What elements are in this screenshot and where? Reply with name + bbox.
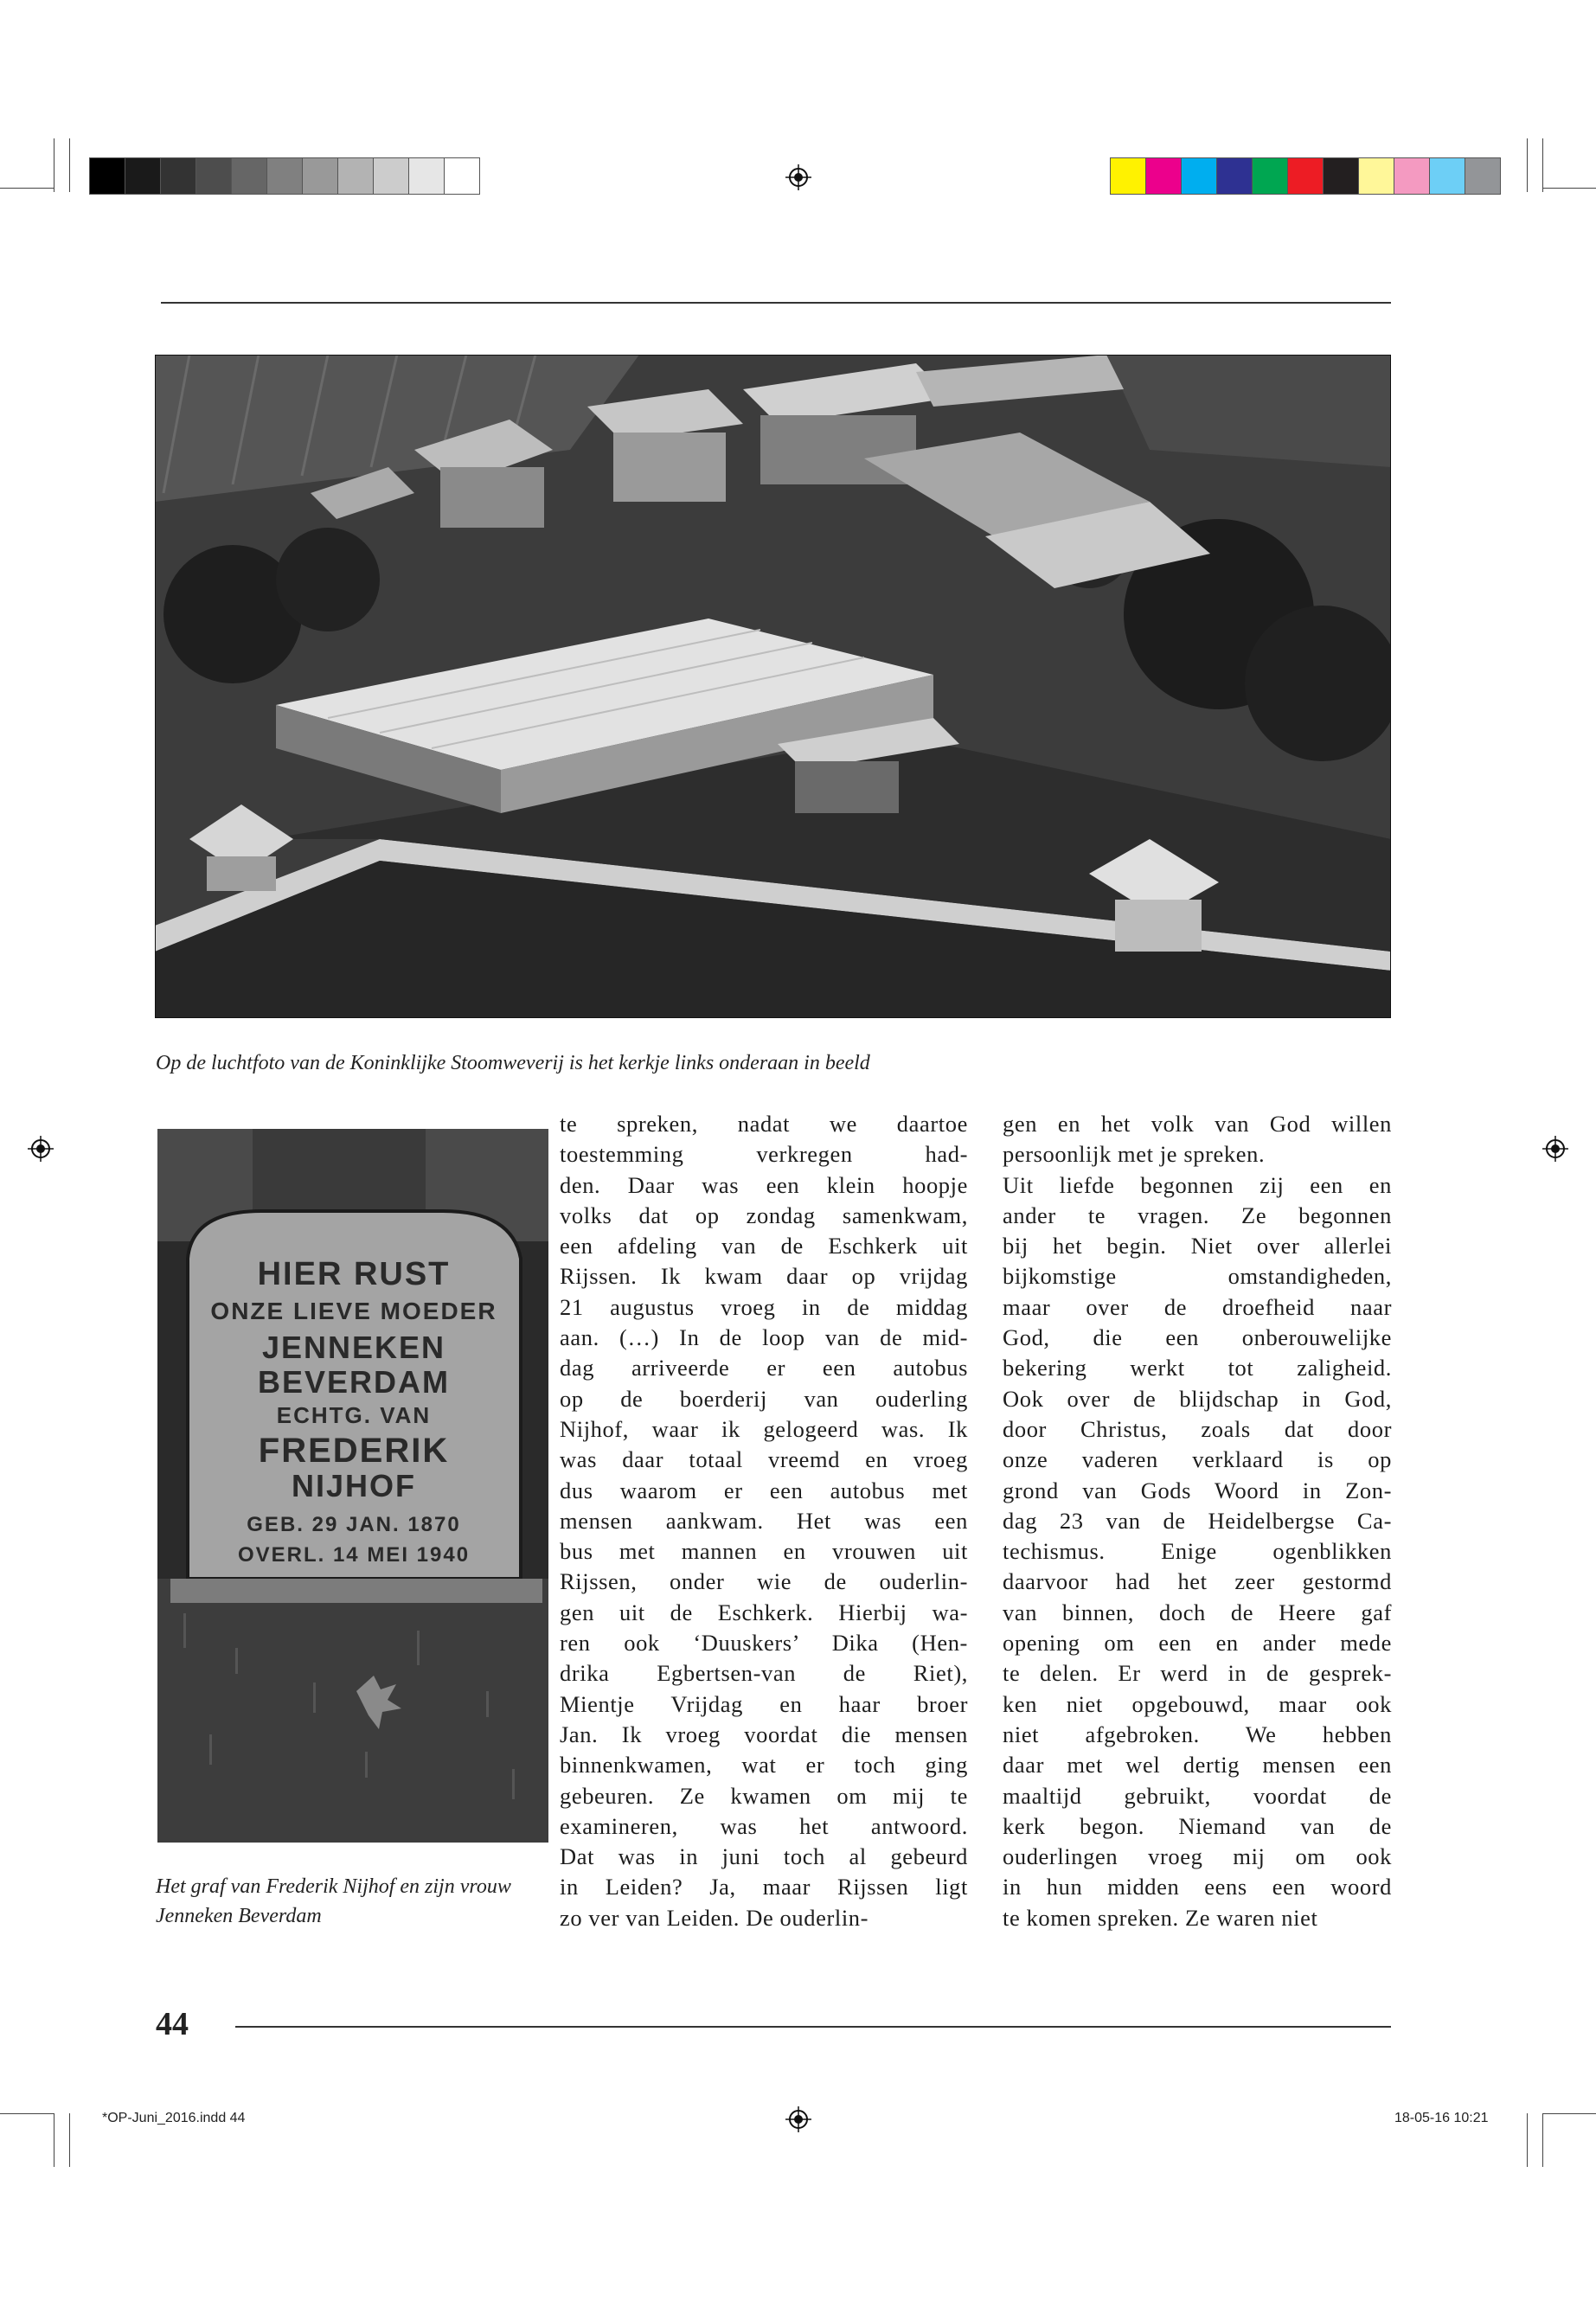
header-rule xyxy=(161,302,1391,304)
text-line: bekering werkt tot zaligheid. xyxy=(1003,1355,1392,1381)
text-line: examineren, was het antwoord. xyxy=(560,1812,968,1839)
text-line: in Leiden? Ja, maar Rijssen ligt xyxy=(560,1874,968,1900)
inscription-line: GEB. 29 JAN. 1870 xyxy=(247,1513,461,1536)
text-line: ouderlingen vroeg mij om ook xyxy=(1003,1843,1392,1870)
text-line: kerk begon. Niemand van de xyxy=(1003,1812,1392,1839)
text-line: Mientje Vrijdag en haar broer xyxy=(560,1690,968,1717)
article-column-right xyxy=(1003,1109,1392,1933)
text-line: binnenkwamen, wat er toch ging xyxy=(560,1752,968,1779)
text-line: den. Daar was een klein hoopje xyxy=(560,1171,968,1198)
text-line: maaltijd gebruikt, voordat de xyxy=(1003,1782,1392,1809)
gravestone-caption-line: Het graf van Frederik Nijhof en zijn vrouw xyxy=(156,1875,511,1898)
color-swatch xyxy=(1394,157,1430,195)
text-line: aan. (…) In de loop van de mid- xyxy=(560,1324,968,1351)
color-swatch xyxy=(444,157,480,195)
color-swatch xyxy=(1287,157,1324,195)
gravestone-photo xyxy=(157,1129,548,1843)
color-swatch xyxy=(160,157,196,195)
text-line: maar over de droefheid naar xyxy=(1003,1293,1392,1320)
color-swatch xyxy=(1465,157,1501,195)
text-line: Rijssen, onder wie de ouderlin- xyxy=(560,1568,968,1595)
color-swatch xyxy=(1216,157,1253,195)
inscription-line: NIJHOF xyxy=(291,1468,417,1503)
text-line: onze vaderen verklaard is op xyxy=(1003,1446,1392,1473)
color-swatch xyxy=(89,157,125,195)
text-line: dus waarom er een autobus met xyxy=(560,1477,968,1503)
text-line: Uit liefde begonnen zij een en xyxy=(1003,1171,1392,1198)
text-line: persoonlijk met je spreken. xyxy=(1003,1141,1266,1168)
text-line: mensen aankwam. Het was een xyxy=(560,1507,968,1534)
text-line: Jan. Ik vroeg voordat die mensen xyxy=(560,1721,968,1747)
text-line: daarvoor had het zeer gestormd xyxy=(1003,1568,1392,1595)
slug-timestamp: 18-05-16 10:21 xyxy=(1394,2111,1489,2125)
text-line: ken niet opgebouwd, maar ook xyxy=(1003,1690,1392,1717)
color-swatch xyxy=(1429,157,1465,195)
text-line: te spreken, nadat we daartoe xyxy=(560,1111,968,1137)
color-swatch xyxy=(125,157,161,195)
text-line: niet afgebroken. We hebben xyxy=(1003,1721,1392,1747)
text-line: Ook over de blijdschap in God, xyxy=(1003,1385,1392,1412)
text-line: bijkomstige omstandigheden, xyxy=(1003,1263,1392,1290)
inscription-line: BEVERDAM xyxy=(257,1364,451,1400)
text-line: gen en het volk van God willen xyxy=(1003,1111,1392,1137)
registration-mark-icon xyxy=(1542,1136,1568,1162)
text-line: ren ook ‘Duuskers’ Dika (Hen- xyxy=(560,1630,968,1657)
inscription-line: FREDERIK xyxy=(258,1432,450,1470)
text-line: in hun midden eens een woord xyxy=(1003,1874,1392,1900)
aerial-photo xyxy=(155,355,1391,1018)
color-swatch xyxy=(1252,157,1288,195)
registration-mark-icon xyxy=(785,2106,811,2132)
registration-mark-icon xyxy=(28,1136,54,1162)
text-line: drika Egbertsen-van de Riet), xyxy=(560,1660,968,1687)
text-line: van binnen, doch de Heere gaf xyxy=(1003,1599,1392,1625)
text-line: op de boerderij van ouderling xyxy=(560,1385,968,1412)
aerial-photo-caption: Op de luchtfoto van de Koninklijke Stoomweverij is het kerkje links onderaan in beeld xyxy=(156,1052,870,1074)
color-swatch xyxy=(337,157,374,195)
aerial-photo-illustration xyxy=(155,355,1391,1018)
text-line: te komen spreken. Ze waren niet xyxy=(1003,1904,1318,1931)
text-line: techismus. Enige ogenblikken xyxy=(1003,1538,1392,1565)
text-line: Nijhof, waar ik gelogeerd was. Ik xyxy=(560,1415,968,1442)
color-swatch xyxy=(302,157,338,195)
text-line: bus met mannen en vrouwen uit xyxy=(560,1538,968,1565)
text-line: een afdeling van de Eschkerk uit xyxy=(560,1233,968,1259)
color-swatch xyxy=(1323,157,1359,195)
inscription-line: HIER RUST xyxy=(257,1256,451,1292)
text-line: grond van Gods Woord in Zon- xyxy=(1003,1477,1392,1503)
color-swatch xyxy=(231,157,267,195)
gravestone-caption-line: Jenneken Beverdam xyxy=(156,1905,322,1927)
page-number: 44 xyxy=(156,2006,189,2042)
text-line: daar met wel dertig mensen een xyxy=(1003,1752,1392,1779)
slug-filename: *OP-Juni_2016.indd 44 xyxy=(102,2111,246,2125)
color-swatch xyxy=(195,157,232,195)
text-line: bij het begin. Niet over allerlei xyxy=(1003,1233,1392,1259)
inscription-line: JENNEKEN xyxy=(261,1330,446,1365)
text-line: gen uit de Eschkerk. Hierbij wa- xyxy=(560,1599,968,1625)
inscription-line: OVERL. 14 MEI 1940 xyxy=(237,1543,471,1567)
text-line: 21 augustus vroeg in de middag xyxy=(560,1293,968,1320)
color-swatch xyxy=(1358,157,1394,195)
text-line: ander te vragen. Ze begonnen xyxy=(1003,1202,1392,1228)
text-line: Rijssen. Ik kwam daar op vrijdag xyxy=(560,1263,968,1290)
registration-mark-icon xyxy=(785,164,811,190)
color-swatch xyxy=(266,157,303,195)
color-swatch xyxy=(1110,157,1146,195)
text-line: zo ver van Leiden. De ouderlin- xyxy=(560,1904,869,1931)
text-line: dag arriveerde er een autobus xyxy=(560,1355,968,1381)
color-swatch xyxy=(373,157,409,195)
color-swatch xyxy=(408,157,445,195)
gravestone-photo-illustration xyxy=(157,1129,548,1843)
text-line: God, die een onberouwelijke xyxy=(1003,1324,1392,1351)
footer-rule xyxy=(235,2026,1391,2028)
color-swatch xyxy=(1145,157,1182,195)
inscription-line: ECHTG. VAN xyxy=(276,1402,432,1428)
text-line: toestemming verkregen had- xyxy=(560,1141,968,1168)
text-line: gebeuren. Ze kwamen om mij te xyxy=(560,1782,968,1809)
text-line: dag 23 van de Heidelbergse Ca- xyxy=(1003,1507,1392,1534)
text-line: volks dat op zondag samenkwam, xyxy=(560,1202,968,1228)
text-line: door Christus, zoals dat door xyxy=(1003,1415,1392,1442)
inscription-line: ONZE LIEVE MOEDER xyxy=(210,1298,497,1324)
text-line: te delen. Er werd in de gesprek- xyxy=(1003,1660,1392,1687)
color-swatch xyxy=(1181,157,1217,195)
text-line: was daar totaal vreemd en vroeg xyxy=(560,1446,968,1473)
article-column-middle xyxy=(560,1109,968,1933)
gravestone-caption xyxy=(156,1872,554,1931)
text-line: opening om een en ander mede xyxy=(1003,1630,1392,1657)
text-line: Dat was in juni toch al gebeurd xyxy=(560,1843,968,1870)
